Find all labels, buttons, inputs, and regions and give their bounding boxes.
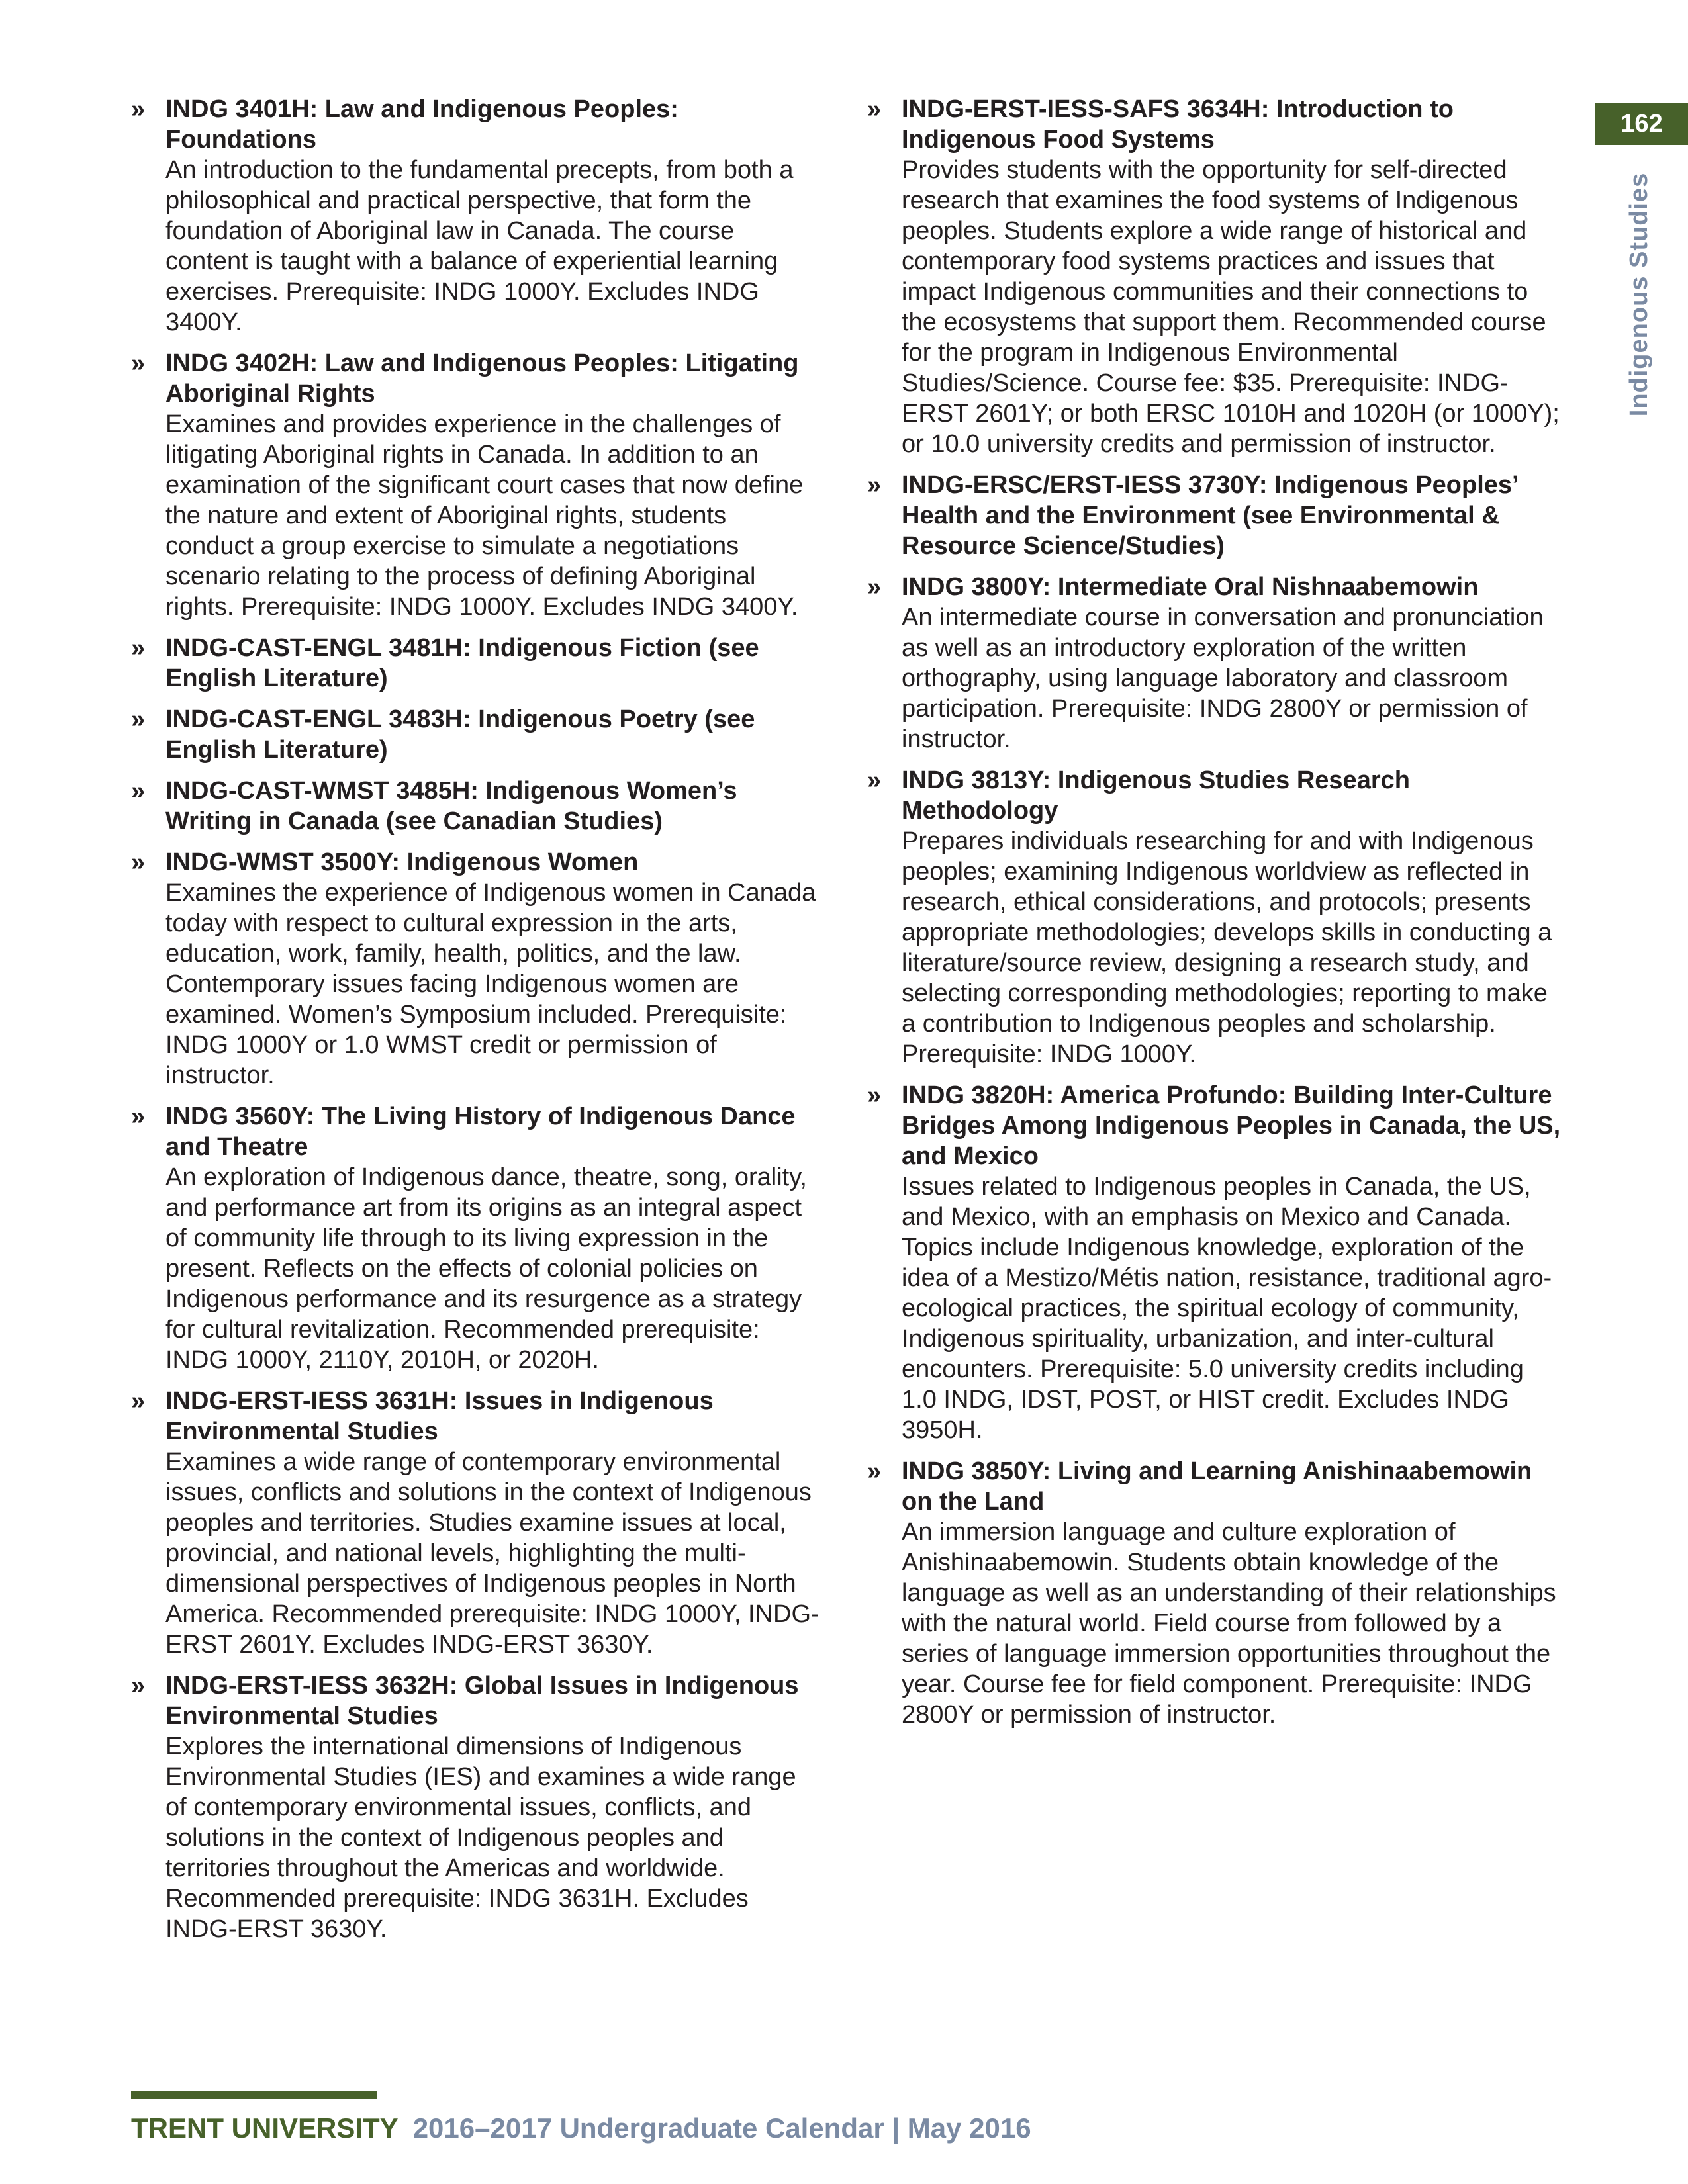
bullet-icon: » bbox=[867, 1457, 882, 1485]
course-entry bbox=[131, 94, 820, 338]
course-description: Issues related to Indigenous peoples in Canada, the US, and Mexico, with an emphasis on Mexico and Canada. Topics include Indigenous knowledge, exploration of the idea of a Mestizo/Métis nation, resistance, traditional agro-ecological practices, the spiritual ecology of community, Indigenous spirituality, urbanization, and inter-cultural encounters. Prerequisite: 5.0 university credits including 1.0 INDG, IDST, POST, or HIST credit. Excludes INDG 3950H. bbox=[902, 1173, 1552, 1444]
course-title: INDG-CAST-WMST 3485H: Indigenous Women’s Writing in Canada (see Canadian Studies) bbox=[165, 777, 737, 835]
footer-university: TRENT UNIVERSITY bbox=[131, 2113, 399, 2144]
page-number-tab: 162 bbox=[1595, 103, 1688, 145]
course-description: Explores the international dimensions of Indigenous Environmental Studies (IES) and examines a wide range of contemporary environmental issues, conflicts, and solutions in the context of Indigenous peoples and territories throughout the Americas and worldwide. Recommended prerequisite: INDG 3631H. Excludes INDG-ERST 3630Y. bbox=[165, 1733, 796, 1943]
bullet-icon: » bbox=[867, 471, 882, 499]
course-description: Examines a wide range of contemporary environmental issues, conflicts and solutions in the context of Indigenous peoples and territories. Studies examine issues at local, provincial, and national levels, highlighting the multi-dimensional perspectives of Indigenous peoples in North America. Recommended prerequisite: INDG 1000Y, INDG-ERST 2601Y. Excludes INDG-ERST 3630Y. bbox=[165, 1448, 820, 1659]
course-title: INDG-CAST-ENGL 3483H: Indigenous Poetry (see English Literature) bbox=[165, 705, 755, 764]
footer-calendar: 2016–2017 Undergraduate Calendar | May 2016 bbox=[412, 2113, 1031, 2144]
course-entry bbox=[131, 1386, 820, 1660]
bullet-icon: » bbox=[131, 848, 146, 876]
course-title: INDG 3402H: Law and Indigenous Peoples: Litigating Aboriginal Rights bbox=[165, 349, 799, 408]
bullet-icon: » bbox=[867, 1081, 882, 1109]
bullet-icon: » bbox=[867, 766, 882, 794]
bullet-icon: » bbox=[131, 95, 146, 123]
course-title: INDG-ERST-IESS 3631H: Issues in Indigenous Environmental Studies bbox=[165, 1387, 714, 1445]
course-description: Prepares individuals researching for and with Indigenous peoples; examining Indigenous worldview as reflected in research, ethical considerations, and protocols; presents appropriate methodologies; develops skills in conducting a literature/source review, designing a research study, and selecting corresponding methodologies; reporting to make a contribution to Indigenous peoples and scholarship. Prerequisite: INDG 1000Y. bbox=[902, 827, 1552, 1068]
course-title: INDG-WMST 3500Y: Indigenous Women bbox=[165, 848, 639, 876]
course-description: An exploration of Indigenous dance, theatre, song, orality, and performance art from its origins as an integral aspect of community life through to its living expression in the present. Reflects on the effects of colonial policies on Indigenous performance and its resurgence as a strategy for cultural revitalization. Recommended prerequisite: INDG 1000Y, 2110Y, 2010H, or 2020H. bbox=[165, 1163, 807, 1374]
course-entry bbox=[131, 1670, 820, 1944]
course-title: INDG-CAST-ENGL 3481H: Indigenous Fiction (see English Literature) bbox=[165, 634, 759, 692]
course-title: INDG 3560Y: The Living History of Indigenous Dance and Theatre bbox=[165, 1103, 796, 1161]
bullet-icon: » bbox=[867, 573, 882, 601]
left-column bbox=[131, 94, 820, 1955]
footer bbox=[131, 2110, 1031, 2147]
footer-rule bbox=[131, 2091, 377, 2099]
course-title: INDG 3800Y: Intermediate Oral Nishnaabemowin bbox=[902, 573, 1479, 601]
course-description: Examines and provides experience in the challenges of litigating Aboriginal rights in Canada. In addition to an examination of the significant court cases that now define the nature and extent of Aboriginal rights, students conduct a group exercise to simulate a negotiations scenario relating to the process of defining Aboriginal rights. Prerequisite: INDG 1000Y. Excludes INDG 3400Y. bbox=[165, 410, 804, 621]
course-entry bbox=[867, 1456, 1562, 1730]
course-description: Examines the experience of Indigenous women in Canada today with respect to cultural expression in the arts, education, work, family, health, politics, and the law. Contemporary issues facing Indigenous women are examined. Women’s Symposium included. Prerequisite: INDG 1000Y or 1.0 WMST credit or permission of instructor. bbox=[165, 879, 816, 1089]
section-label: Indigenous Studies bbox=[1625, 172, 1653, 417]
course-description: An immersion language and culture exploration of Anishinaabemowin. Students obtain knowledge of the language as well as an understanding of their relationships with the natural world. Field course from followed by a series of language immersion opportunities throughout the year. Course fee for field component. Prerequisite: INDG 2800Y or permission of instructor. bbox=[902, 1518, 1556, 1729]
course-entry bbox=[131, 847, 820, 1091]
bullet-icon: » bbox=[131, 634, 146, 662]
course-title: INDG 3401H: Law and Indigenous Peoples: Foundations bbox=[165, 95, 679, 154]
course-title: INDG 3813Y: Indigenous Studies Research Methodology bbox=[902, 766, 1410, 825]
course-title: INDG 3850Y: Living and Learning Anishinaabemowin on the Land bbox=[902, 1457, 1532, 1516]
course-entry bbox=[131, 633, 820, 694]
course-title: INDG-ERSC/ERST-IESS 3730Y: Indigenous Peoples’ Health and the Environment (see Environmental & Resource Science/Studies) bbox=[902, 471, 1518, 560]
bullet-icon: » bbox=[131, 349, 146, 377]
right-column bbox=[867, 94, 1562, 1741]
course-description: Provides students with the opportunity for self-directed research that examines the food systems of Indigenous peoples. Students explore a wide range of historical and contemporary food systems practices and issues that impact Indigenous communities and their connections to the ecosystems that support them. Recommended course for the program in Indigenous Environmental Studies/Science. Course fee: $35. Prerequisite: INDG-ERST 2601Y; or both ERSC 1010H and 1020H (or 1000Y); or 10.0 university credits and permission of instructor. bbox=[902, 156, 1560, 458]
course-entry bbox=[867, 470, 1562, 561]
course-entry bbox=[867, 94, 1562, 459]
course-entry bbox=[131, 776, 820, 837]
course-entry bbox=[131, 1101, 820, 1375]
course-entry bbox=[867, 1080, 1562, 1445]
bullet-icon: » bbox=[131, 1387, 146, 1415]
course-entry bbox=[131, 348, 820, 622]
course-entry bbox=[131, 704, 820, 765]
bullet-icon: » bbox=[131, 1672, 146, 1700]
bullet-icon: » bbox=[131, 1103, 146, 1130]
course-title: INDG-ERST-IESS-SAFS 3634H: Introduction to Indigenous Food Systems bbox=[902, 95, 1454, 154]
bullet-icon: » bbox=[867, 95, 882, 123]
course-title: INDG 3820H: America Profundo: Building Inter-Culture Bridges Among Indigenous Peoples in Canada, the US, and Mexico bbox=[902, 1081, 1561, 1170]
course-title: INDG-ERST-IESS 3632H: Global Issues in Indigenous Environmental Studies bbox=[165, 1672, 799, 1730]
course-description: An introduction to the fundamental precepts, from both a philosophical and practical perspective, that form the foundation of Aboriginal law in Canada. The course content is taught with a balance of experiential learning exercises. Prerequisite: INDG 1000Y. Excludes INDG 3400Y. bbox=[165, 156, 794, 336]
bullet-icon: » bbox=[131, 705, 146, 733]
course-entry bbox=[867, 572, 1562, 754]
bullet-icon: » bbox=[131, 777, 146, 805]
course-description: An intermediate course in conversation and pronunciation as well as an introductory exploration of the written orthography, using language laboratory and classroom participation. Prerequisite: INDG 2800Y or permission of instructor. bbox=[902, 604, 1544, 753]
course-entry bbox=[867, 765, 1562, 1069]
